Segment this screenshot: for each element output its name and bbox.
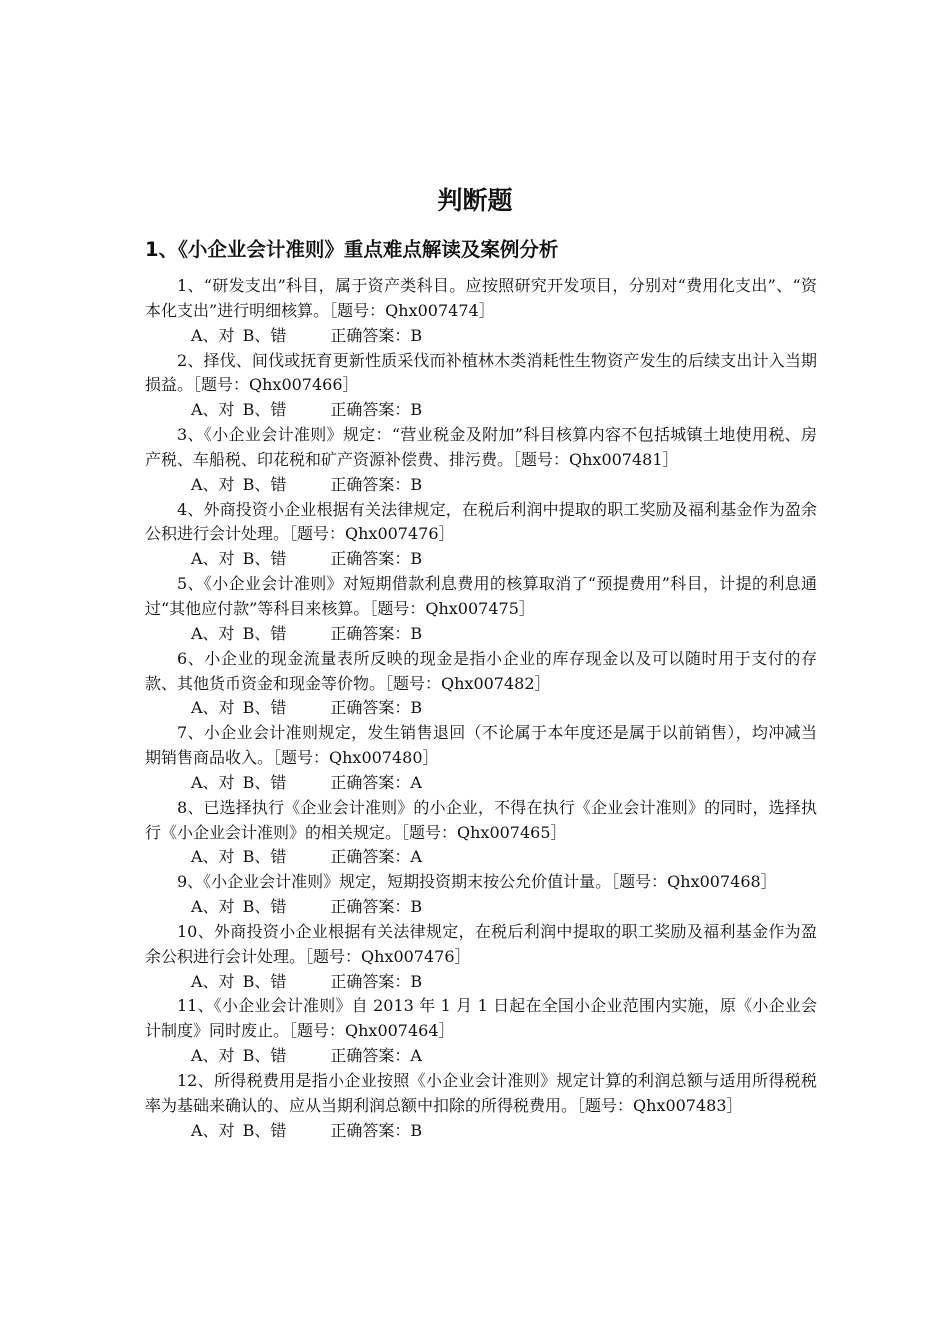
option-a: A、对 [191, 623, 235, 643]
question-text: 1、“研发支出”科目，属于资产类科目。应按照研究开发项目，分别对“费用化支出”、“资本化支出”进行明细核算。［题号：Qhx007474］ [145, 276, 817, 320]
option-a: A、对 [191, 971, 235, 991]
option-a: A、对 [191, 474, 235, 494]
question-options [145, 547, 817, 572]
option-a: A、对 [191, 1120, 235, 1140]
question-item [145, 423, 817, 498]
option-b: B、错 [242, 400, 287, 420]
question-text: 5、《小企业会计准则》对短期借款利息费用的核算取消了“预提费用”科目，计提的利息通过“其他应付款”等科目来核算。［题号：Qhx007475］ [145, 574, 817, 618]
option-a: A、对 [191, 1046, 235, 1066]
question-options [145, 895, 817, 920]
question-text: 2、择伐、间伐或抚育更新性质采伐而补植林木类消耗性生物资产发生的后续支出计入当期损益。［题号：Qhx007466］ [145, 350, 817, 395]
question-item [145, 274, 817, 349]
question-options [145, 473, 817, 498]
correct-answer: 正确答案：B [330, 897, 423, 917]
question-options [145, 622, 817, 647]
question-text: 9、《小企业会计准则》规定，短期投资期末按公允价值计量。［题号：Qhx007468］ [177, 872, 777, 892]
option-a: A、对 [191, 897, 235, 917]
question-item [145, 498, 817, 573]
question-text: 10、外商投资小企业根据有关法律规定，在税后利润中提取的职工奖励及福利基金作为盈余公积进行会计处理。［题号：Qhx007476］ [145, 921, 817, 966]
option-b: B、错 [242, 971, 287, 991]
option-a: A、对 [191, 698, 235, 718]
question-item [145, 721, 817, 796]
question-text: 3、《小企业会计准则》规定：“营业税金及附加”科目核算内容不包括城镇土地使用税、房产税、车船税、印花税和矿产资源补偿费、排污费。［题号：Qhx007481］ [145, 425, 817, 469]
question-options [145, 771, 817, 796]
correct-answer: 正确答案：A [330, 847, 422, 867]
question-item [145, 994, 817, 1069]
question-text: 11、《小企业会计准则》自 2013 年 1 月 1 日起在全国小企业范围内实施，原《小企业会计制度》同时废止。［题号：Qhx007464］ [145, 996, 817, 1041]
correct-answer: 正确答案：B [330, 400, 423, 420]
question-text: 6、小企业的现金流量表所反映的现金是指小企业的库存现金以及可以随时用于支付的存款、其他货币资金和现金等价物。［题号：Qhx007482］ [145, 648, 817, 693]
correct-answer: 正确答案：B [330, 474, 423, 494]
question-list [145, 274, 817, 1144]
page-title: 判断题 [437, 186, 513, 215]
question-options [145, 324, 817, 349]
correct-answer: 正确答案：B [330, 971, 423, 991]
question-options [145, 398, 817, 423]
correct-answer: 正确答案：A [330, 772, 422, 792]
question-text: 4、外商投资小企业根据有关法律规定，在税后利润中提取的职工奖励及福利基金作为盈余公积进行会计处理。［题号：Qhx007476］ [145, 499, 817, 544]
option-b: B、错 [242, 1120, 287, 1140]
option-a: A、对 [191, 325, 235, 345]
correct-answer: 正确答案：B [330, 1120, 423, 1140]
option-b: B、错 [242, 474, 287, 494]
question-text: 7、小企业会计准则规定，发生销售退回（不论属于本年度还是属于以前销售），均冲减当期销售商品收入。［题号：Qhx007480］ [145, 723, 817, 768]
question-item [145, 796, 817, 871]
option-b: B、错 [242, 847, 287, 867]
question-text: 12、所得税费用是指小企业按照《小企业会计准则》规定计算的利润总额与适用所得税税率为基础来确认的、应从当期利润总额中扣除的所得税费用。［题号：Qhx007483］ [145, 1071, 817, 1115]
correct-answer: 正确答案：A [330, 1046, 422, 1066]
option-b: B、错 [242, 1046, 287, 1066]
question-item [145, 1069, 817, 1144]
question-item [145, 349, 817, 424]
question-item [145, 572, 817, 647]
question-options [145, 696, 817, 721]
option-b: B、错 [242, 772, 287, 792]
option-b: B、错 [242, 623, 287, 643]
question-item [145, 647, 817, 722]
question-options [145, 1119, 817, 1144]
option-a: A、对 [191, 847, 235, 867]
option-b: B、错 [242, 325, 287, 345]
correct-answer: 正确答案：B [330, 549, 423, 569]
option-b: B、错 [242, 698, 287, 718]
option-a: A、对 [191, 400, 235, 420]
correct-answer: 正确答案：B [330, 623, 423, 643]
question-item [145, 920, 817, 995]
correct-answer: 正确答案：B [330, 698, 423, 718]
correct-answer: 正确答案：B [330, 325, 423, 345]
option-b: B、错 [242, 549, 287, 569]
question-options [145, 970, 817, 995]
question-options [145, 845, 817, 870]
option-a: A、对 [191, 772, 235, 792]
option-a: A、对 [191, 549, 235, 569]
question-options [145, 1044, 817, 1069]
option-b: B、错 [242, 897, 287, 917]
question-text: 8、已选择执行《企业会计准则》的小企业，不得在执行《企业会计准则》的同时，选择执行《小企业会计准则》的相关规定。［题号：Qhx007465］ [145, 797, 817, 842]
question-item [145, 870, 817, 920]
section-heading: 1、《小企业会计准则》重点难点解读及案例分析 [145, 238, 559, 261]
